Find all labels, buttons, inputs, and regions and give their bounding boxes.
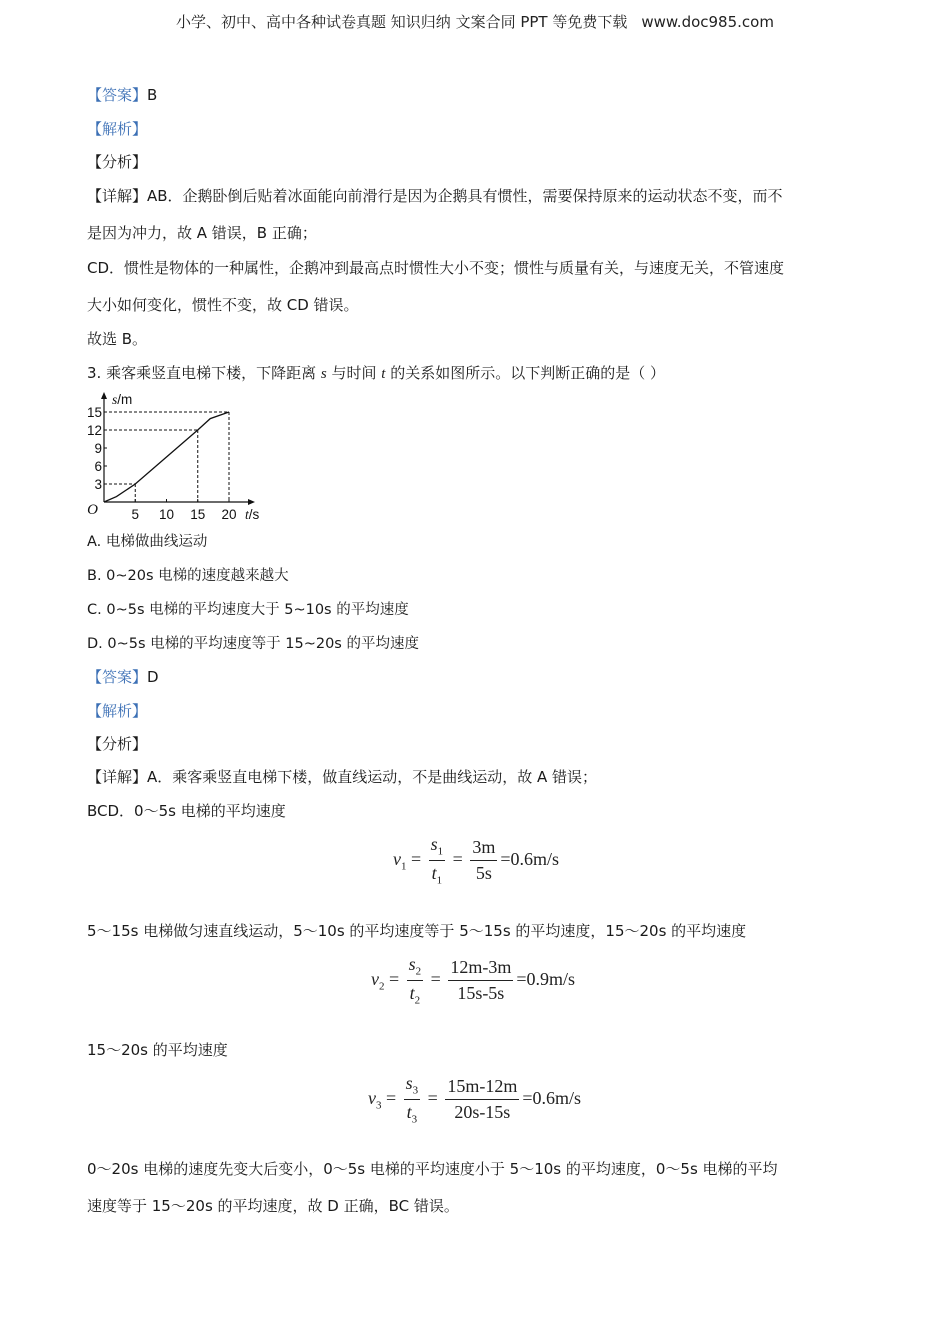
- q2-detail-line-2: 是因为冲力，故 A 错误，B 正确；: [87, 224, 317, 242]
- formula-sub: 2: [379, 980, 385, 993]
- y-axis-arrow: [101, 392, 107, 399]
- header-url[interactable]: www.doc985.com: [641, 13, 774, 31]
- formula-var: s: [408, 954, 416, 974]
- y-axis-label: s/m: [112, 392, 133, 407]
- formula-sub: 3: [376, 1099, 382, 1112]
- x-tick-label: 5: [131, 507, 140, 522]
- fraction-numerator: 12m-3m: [448, 958, 513, 981]
- fraction-numerator: 15m-12m: [445, 1077, 519, 1100]
- q3-analysis-tag: 【解析】: [87, 702, 148, 720]
- origin-label: O: [87, 502, 98, 518]
- formula-v3: $v_3$ = $\frac{s_3}{t_3}$ = $\frac{15m-12m}{20s-15s}$ =0.6m/s: [368, 1073, 581, 1126]
- q3-detail-bcd: BCD．0～5s 电梯的平均速度: [87, 802, 286, 820]
- fraction-denominator: 20s-15s: [454, 1101, 511, 1122]
- q2-choose: 故选 B。: [87, 330, 148, 348]
- q2-detail-line-4: 大小如何变化，惯性不变，故 CD 错误。: [87, 296, 359, 314]
- formula-var: t: [409, 982, 415, 1003]
- formula-var: s: [405, 1073, 413, 1093]
- header-text: 小学、初中、高中各种试卷真题 知识归纳 文案合同 PPT 等免费下载: [176, 13, 628, 31]
- q3-stem: [87, 362, 665, 383]
- option-b: B. 0~20s 电梯的速度越来越大: [87, 568, 289, 584]
- q2-detail-line-1: 【详解】AB．企鹅卧倒后贴着冰面能向前滑行是因为企鹅具有惯性，需要保持原来的运动状态不变，而不: [87, 187, 783, 205]
- q2-detail-line-3: CD．惯性是物体的一种属性，企鹅冲到最高点时惯性大小不变；惯性与质量有关，与速度无关，不管速度: [87, 259, 785, 277]
- formula-sub: 1: [401, 860, 407, 873]
- x-tick-label: 10: [158, 507, 175, 522]
- x-axis-arrow: [248, 499, 255, 505]
- x-tick-label: 15: [190, 507, 206, 522]
- y-tick-label: 3: [94, 477, 102, 492]
- stem-var-s: s: [320, 366, 327, 382]
- x-axis-label: t/s: [245, 507, 260, 522]
- formula-var: v: [371, 968, 379, 989]
- stem-part: 的关系如图所示。以下判断正确的是（ ）: [385, 364, 665, 382]
- q3-conclusion-2: 速度等于 15～20s 的平均速度，故 D 正确，BC 错误。: [87, 1197, 459, 1215]
- q3-fenxi: 【分析】: [87, 735, 148, 753]
- fraction-values: [445, 1077, 519, 1123]
- answer-value: D: [147, 668, 159, 686]
- formula-result: =0.9m/s: [516, 968, 575, 989]
- q3-detail-a: 【详解】A．乘客乘竖直电梯下楼，做直线运动，不是曲线运动，故 A 错误；: [87, 768, 598, 786]
- answer-tag: 【答案】: [87, 86, 148, 104]
- fraction-denominator: 15s-5s: [457, 982, 505, 1003]
- option-c: C. 0~5s 电梯的平均速度大于 5~10s 的平均速度: [87, 602, 409, 618]
- s-t-graph: [82, 388, 272, 526]
- formula-var: t: [406, 1101, 412, 1122]
- x-tick-label: 20: [221, 507, 237, 522]
- q3-conclusion-1: 0～20s 电梯的速度先变大后变小，0～5s 电梯的平均速度小于 5～10s 的平均速度，0～5s 电梯的平均: [87, 1160, 778, 1178]
- q3-mid-2: 15～20s 的平均速度: [87, 1041, 228, 1059]
- formula-sub: 3: [411, 1113, 418, 1126]
- formula-sub: 2: [414, 994, 421, 1007]
- q3-answer-line: [87, 666, 159, 687]
- q3-mid-1: 5～15s 电梯做匀速直线运动，5～10s 的平均速度等于 5～15s 的平均速度，15～20s 的平均速度: [87, 922, 747, 940]
- formula-var: v: [393, 848, 401, 869]
- y-tick-label: 6: [94, 459, 102, 474]
- fraction-numerator: 3m: [470, 838, 497, 861]
- q2-fenxi: 【分析】: [87, 153, 148, 171]
- y-tick-label: 15: [86, 405, 102, 420]
- answer-tag: 【答案】: [87, 668, 148, 686]
- formula-var: v: [368, 1087, 376, 1108]
- q2-analysis-tag: 【解析】: [87, 120, 148, 138]
- option-d: D. 0~5s 电梯的平均速度等于 15~20s 的平均速度: [87, 636, 419, 652]
- fraction-values: [470, 838, 497, 884]
- stem-part: 3. 乘客乘竖直电梯下楼，下降距离: [87, 364, 321, 382]
- y-tick-label: 9: [94, 441, 102, 456]
- formula-v1: $v_1$ = $\frac{s_1}{t_1}$ = $\frac{3m}{5s}$ =0.6m/s: [393, 834, 560, 887]
- formula-sub: 2: [415, 965, 422, 978]
- fraction-s-over-t: [407, 955, 424, 1006]
- option-a: A. 电梯做曲线运动: [87, 534, 208, 550]
- formula-sub: 1: [436, 874, 443, 887]
- fraction-s-over-t: [404, 1074, 421, 1125]
- fraction-denominator: 5s: [475, 862, 492, 883]
- formula-sub: 1: [437, 845, 444, 858]
- formula-result: =0.6m/s: [522, 1087, 581, 1108]
- series-line: [104, 412, 229, 502]
- formula-v2: $v_2$ = $\frac{s_2}{t_2}$ = $\frac{12m-3m}{15s-5s}$ =0.9m/s: [371, 954, 575, 1007]
- page-header: [0, 11, 950, 32]
- formula-sub: 3: [412, 1084, 419, 1097]
- formula-result: =0.6m/s: [500, 848, 560, 869]
- answer-value: B: [147, 86, 158, 104]
- formula-var: t: [431, 862, 437, 883]
- stem-var-t: t: [381, 366, 386, 382]
- q2-answer-line: [87, 84, 157, 105]
- stem-part: 与时间: [326, 364, 382, 382]
- y-tick-label: 12: [86, 423, 102, 438]
- fraction-values: [448, 958, 513, 1004]
- formula-var: s: [430, 834, 438, 854]
- fraction-s-over-t: [429, 835, 446, 886]
